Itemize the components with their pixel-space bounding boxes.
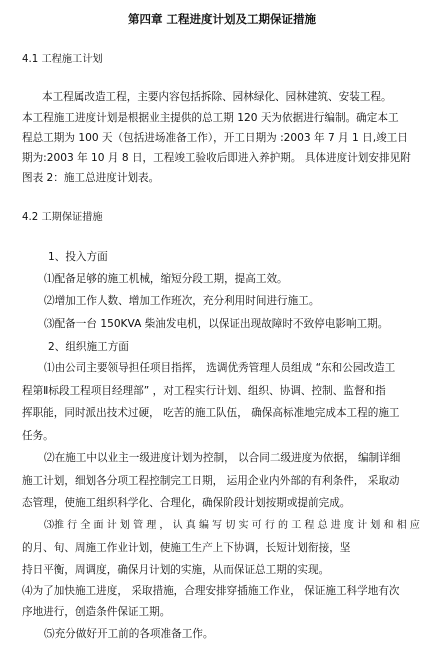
paragraph-org-3-line: 持日平衡，周调度，确保月计划的实施，从而保证总工期的实现。 xyxy=(22,564,330,576)
section-heading-4-2: 4.2 工期保证措施 xyxy=(22,212,103,223)
list-item: ⑵增加工作人数、增加工作班次，充分利用时间进行施工。 xyxy=(44,295,320,307)
paragraph-schedule-line: 程总工期为 100 天（包括进场准备工作），开工日期为 :2003 年 7 月 1 日,竣工日 xyxy=(22,132,408,144)
paragraph-scope: 本工程属改造工程，主要内容包括拆除、园林绿化、园林建筑、安装工程。 xyxy=(42,91,392,103)
paragraph-org-2-line: ⑵在施工中以业主一级进度计划为控制， 以合同二级进度为依据， 编制详细 xyxy=(44,452,401,464)
paragraph-schedule-line: 本工程施工进度计划是根据业主提供的总工期 120 天为依据进行编制。确定本工 xyxy=(22,112,399,124)
section-heading-4-1: 4.1 工程施工计划 xyxy=(22,54,103,65)
paragraph-org-3-line: 的月、旬、周施工作业计划，使施工生产上下协调，长短计划衔接，坚 xyxy=(22,542,351,554)
paragraph-org-2-line: 态管理，使施工组织科学化、合理化，确保阶段计划按期或提前完成。 xyxy=(22,497,351,509)
chapter-title: 第四章 工程进度计划及工期保证措施 xyxy=(128,12,317,26)
paragraph-org-5: ⑸充分做好开工前的各项准备工作。 xyxy=(44,628,214,640)
subheading-input: 1、投入方面 xyxy=(48,251,108,263)
paragraph-org-1-line: 挥职能，同时派出技术过硬， 吃苦的施工队伍， 确保高标准地完成本工程的施工 xyxy=(22,407,400,419)
paragraph-schedule-line: 期为:2003 年 10 月 8 日，工程竣工验收后即进入养护期。 具体进度计划安排见附 xyxy=(22,152,411,164)
paragraph-org-4-line: 序地进行，创造条件保证工期。 xyxy=(22,606,171,618)
paragraph-org-4-line: ⑷为了加快施工进度， 采取措施，合理安排穿插施工作业， 保证施工科学地有次 xyxy=(22,585,400,597)
paragraph-org-1-line: 程第Ⅱ标段工程项目经理部” ，对工程实行计划、组织、协调、控制、监督和指 xyxy=(22,385,386,397)
paragraph-schedule-line: 图表 2：施工总进度计划表。 xyxy=(22,172,160,184)
paragraph-org-2-line: 施工计划，细划各分项工程控制完工日期， 运用企业内外部的有利条件， 采取动 xyxy=(22,475,400,487)
subheading-organization: 2、组织施工方面 xyxy=(48,341,129,353)
paragraph-org-1-line: ⑴由公司主要领导担任项目指挥， 选调优秀管理人员组成 “东和公园改造工 xyxy=(44,362,396,374)
list-item: ⑶配备一台 150KVA 柴油发电机，以保证出现故障时不致停电影响工期。 xyxy=(44,318,389,330)
paragraph-org-3-line: ⑶推 行 全 面 计 划 管 理 ， 认 真 编 写 切 实 可 行 的 工 程 总 进 度 计 划 和 相 应 xyxy=(44,520,420,531)
list-item: ⑴配备足够的施工机械，缩短分段工期，提高工效。 xyxy=(44,273,288,285)
paragraph-org-1-line: 任务。 xyxy=(22,430,54,442)
